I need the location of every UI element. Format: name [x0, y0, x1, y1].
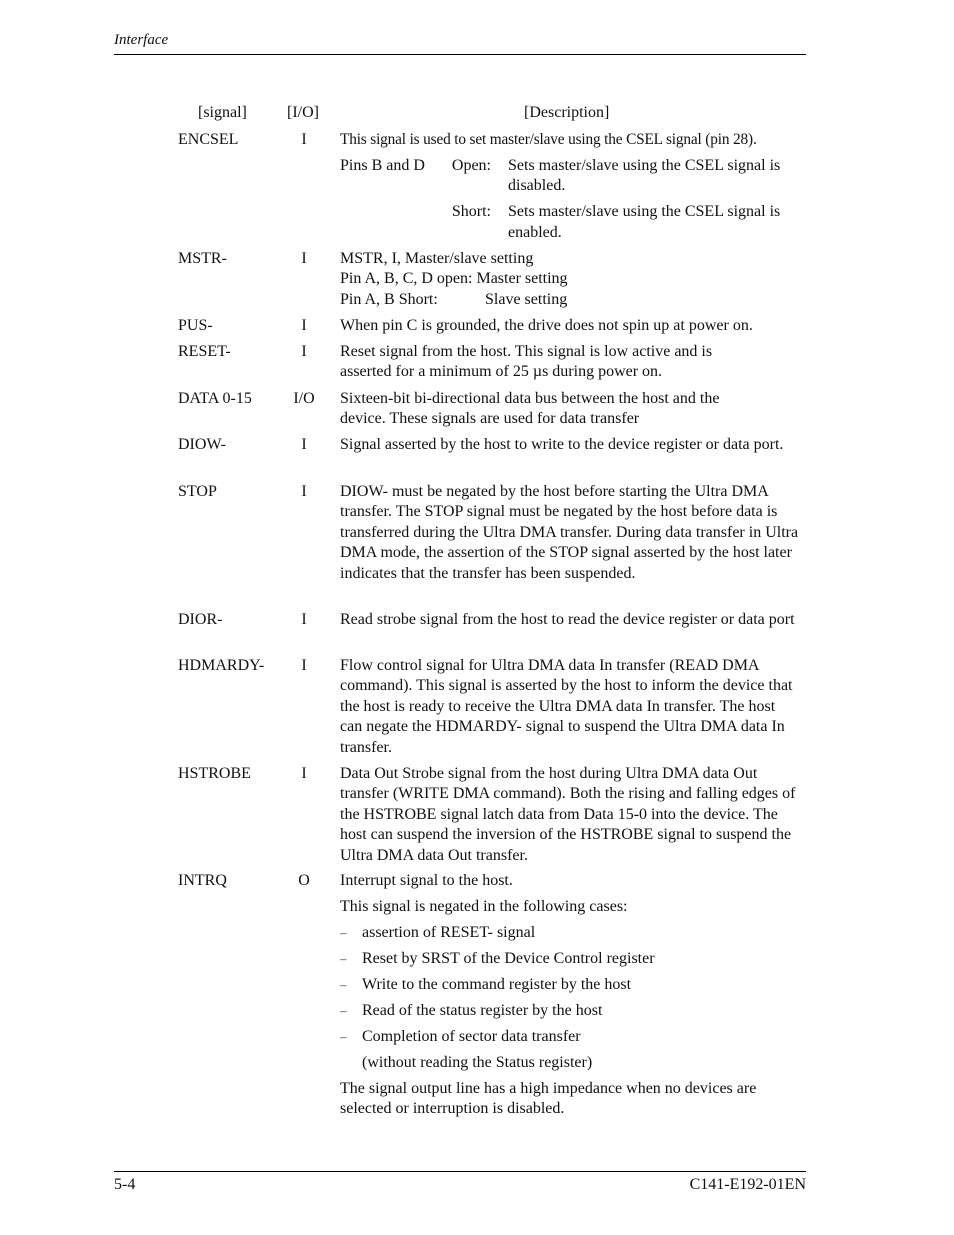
signal-description: Flow control signal for Ultra DMA data In transfer (READ DMA command). This signal is asserted by the host to inform the device that the host is ready to receive the Ultra DMA data In transfer. The host can negate the HDMARDY- signal to suspend the Ultra DMA data In transfer. — [340, 657, 793, 756]
signal-io: I — [301, 343, 307, 360]
signal-description: DIOW- must be negated by the host before starting the Ultra DMA transfer. The STOP signal must be negated by the host before data is transferred during the Ultra DMA transfer. During data transfer in Ultra DMA mode, the assertion of the STOP signal asserted by the host later indicates that the transfer has been suspended. — [340, 483, 799, 582]
signal-description: Reset signal from the host. This signal is low active and is asserted for a minimum of 25 µs during power on. — [340, 343, 713, 381]
encsel-open-label: Open: — [451, 157, 491, 174]
signal-description — [340, 249, 810, 310]
signal-name: MSTR- — [178, 250, 227, 267]
header-rule — [114, 54, 806, 55]
bullet-dash: – — [340, 951, 347, 966]
list-item: – Reset by SRST of the Device Control register — [340, 949, 810, 969]
signal-io: I — [301, 250, 307, 267]
signal-io: I — [301, 483, 307, 500]
intrq-desc-2: This signal is negated in the following cases: — [340, 898, 628, 915]
signal-description: Signal asserted by the host to write to the device register or data port. — [340, 436, 784, 453]
signal-name: ENCSEL — [178, 131, 239, 148]
signal-name: STOP — [178, 483, 217, 500]
encsel-open-text: Sets master/slave using the CSEL signal is disabled. — [508, 157, 781, 195]
list-item-continuation: (without reading the Status register) — [362, 1054, 593, 1071]
list-item: – Completion of sector data transfer — [340, 1027, 810, 1047]
encsel-desc: This signal is used to set master/slave using the CSEL signal (pin 28). — [340, 131, 757, 148]
signal-name: HSTROBE — [178, 765, 251, 782]
mstr-line-3-label: Pin A, B Short: — [340, 290, 438, 308]
column-header-signal: [signal] — [198, 104, 247, 121]
signal-description — [340, 130, 810, 243]
column-header-description: [Description] — [524, 104, 610, 121]
list-item: – Write to the command register by the host — [340, 975, 810, 995]
signal-description: Read strobe signal from the host to read the device register or data port — [340, 611, 795, 628]
mstr-line-2: Pin A, B, C, D open: Master setting — [340, 270, 568, 288]
footer-rule — [114, 1171, 806, 1172]
encsel-short-row — [340, 202, 810, 243]
signal-io: I/O — [293, 390, 315, 407]
encsel-short-label: Short: — [451, 203, 491, 221]
bullet-dash: – — [340, 925, 347, 940]
intrq-desc-1: Interrupt signal to the host. — [340, 872, 513, 889]
signal-description — [340, 871, 810, 1120]
signal-description: Data Out Strobe signal from the host during Ultra DMA data Out transfer (WRITE DMA command). Both the rising and falling edges of the HSTROBE signal latch data from Data 15-0 into the device. The host can suspend the inversion of the HSTROBE signal to suspend the Ultra DMA data Out transfer. — [340, 765, 796, 864]
signal-name: DIOR- — [178, 611, 223, 628]
bullet-dash: – — [340, 1003, 347, 1018]
signal-name: DATA 0-15 — [178, 390, 252, 407]
signal-name: INTRQ — [178, 872, 227, 889]
signal-name: HDMARDY- — [178, 657, 265, 674]
signal-io: I — [301, 317, 307, 334]
bullet-dash: – — [340, 977, 347, 992]
encsel-open-row — [340, 156, 810, 197]
signal-io: O — [298, 872, 310, 889]
mstr-line-1: MSTR, I, Master/slave setting — [340, 250, 534, 267]
mstr-line-3-value: Slave setting — [485, 290, 568, 308]
bullet-dash: – — [340, 1029, 347, 1044]
column-header-io: [I/O] — [287, 104, 319, 121]
signal-io: I — [301, 131, 307, 148]
signal-io: I — [301, 657, 307, 674]
encsel-short-text: Sets master/slave using the CSEL signal is enabled. — [508, 203, 781, 241]
signal-io: I — [301, 765, 307, 782]
signal-io: I — [301, 611, 307, 628]
mstr-line-3 — [340, 290, 810, 310]
signal-name: DIOW- — [178, 436, 226, 453]
signal-name: RESET- — [178, 343, 231, 360]
signal-description: Sixteen-bit bi-directional data bus between the host and the device. These signals are used for data transfer — [340, 390, 720, 428]
signal-name: PUS- — [178, 317, 213, 334]
encsel-pins-label: Pins B and D — [340, 157, 425, 174]
signal-description: When pin C is grounded, the drive does not spin up at power on. — [340, 317, 753, 334]
running-header: Interface — [114, 32, 169, 48]
document-id: C141-E192-01EN — [689, 1176, 806, 1193]
signal-io: I — [301, 436, 307, 453]
intrq-desc-3: The signal output line has a high impedance when no devices are selected or interruption is disabled. — [340, 1080, 757, 1118]
list-item: – Read of the status register by the host — [340, 1001, 810, 1021]
page-number: 5-4 — [114, 1176, 136, 1193]
list-item: – assertion of RESET- signal — [340, 923, 810, 943]
